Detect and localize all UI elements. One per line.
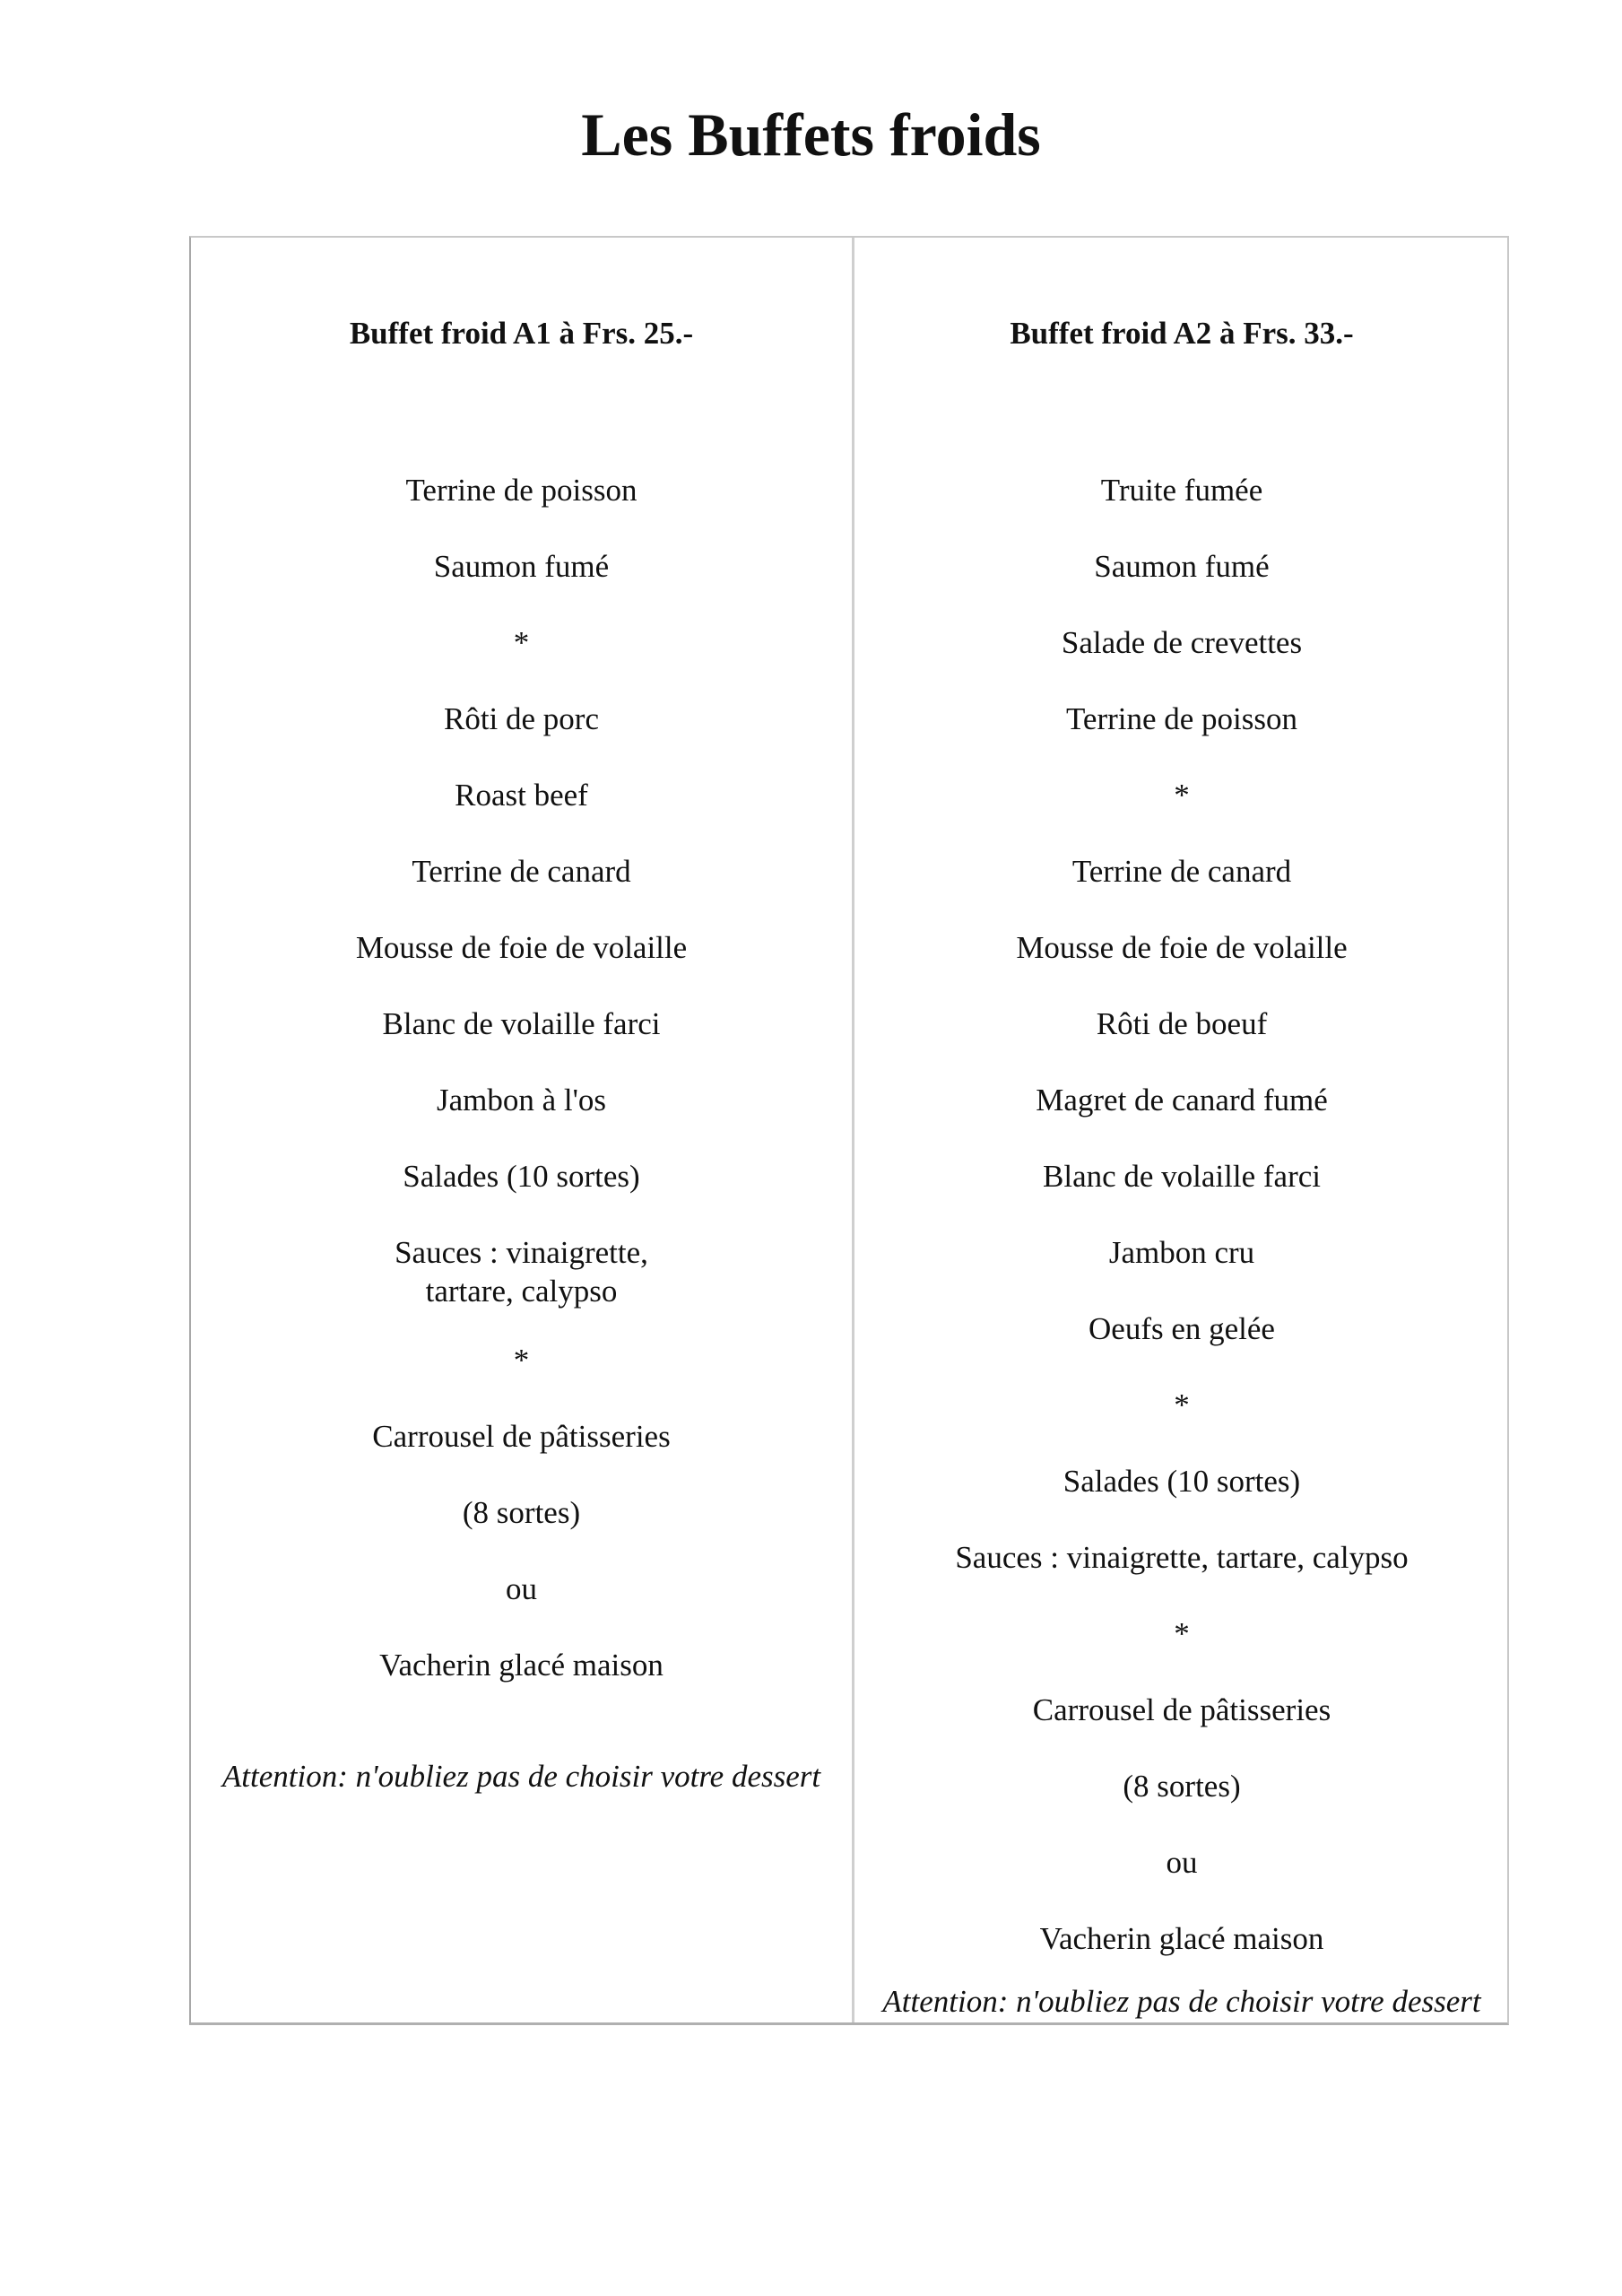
menu-item: Rôti de porc: [443, 701, 600, 736]
menu-item: Jambon à l'os: [436, 1083, 607, 1118]
menu-item: Saumon fumé: [1094, 549, 1270, 584]
dessert-reminder-note: Attention: n'oubliez pas de choisir votre dessert: [221, 1759, 821, 1794]
dessert-reminder-note: Attention: n'oubliez pas de choisir votre dessert: [882, 1984, 1481, 2019]
menu-item: Carrousel de pâtisseries: [372, 1419, 671, 1454]
course-separator: *: [1174, 1616, 1190, 1651]
buffet-heading: Buffet froid A1 à Frs. 25.-: [349, 316, 694, 351]
menu-item: Magret de canard fumé: [1036, 1083, 1328, 1118]
buffet-heading: Buffet froid A2 à Frs. 33.-: [1010, 316, 1354, 351]
menu-item: Jambon cru: [1108, 1235, 1255, 1270]
course-separator: *: [513, 1343, 530, 1378]
menu-item: Rôti de boeuf: [1096, 1006, 1268, 1041]
menu-item: Sauces : vinaigrette, tartare, calypso: [955, 1540, 1409, 1575]
menu-item: Terrine de canard: [412, 854, 631, 889]
page-title: Les Buffets froids: [581, 100, 1041, 169]
course-separator: *: [1174, 1387, 1190, 1422]
menu-item: Salades (10 sortes): [1063, 1464, 1301, 1499]
menu-item: (8 sortes): [1123, 1769, 1241, 1804]
course-separator: *: [513, 625, 530, 660]
buffet-menu-table: [189, 236, 1509, 2025]
buffet-item-list: [191, 471, 852, 1722]
menu-item: Blanc de volaille farci: [1043, 1159, 1321, 1194]
menu-item: Saumon fumé: [433, 549, 610, 584]
menu-item: Mousse de foie de volaille: [1016, 930, 1348, 965]
menu-item: Sauces : vinaigrette, tartare, calypso: [395, 1235, 648, 1309]
menu-item: Oeufs en gelée: [1089, 1311, 1275, 1346]
menu-item: Terrine de poisson: [405, 473, 638, 508]
buffet-item-list: [854, 471, 1509, 1996]
menu-item: Terrine de poisson: [1065, 701, 1298, 736]
menu-item: Salade de crevettes: [1061, 625, 1303, 660]
menu-item: Truite fumée: [1100, 473, 1263, 508]
menu-item: Carrousel de pâtisseries: [1032, 1692, 1331, 1727]
menu-item: (8 sortes): [462, 1495, 581, 1530]
menu-item: Roast beef: [455, 778, 588, 813]
menu-item: Blanc de volaille farci: [382, 1006, 661, 1041]
menu-item: Vacherin glacé maison: [379, 1648, 664, 1683]
menu-item: Vacherin glacé maison: [1039, 1921, 1324, 1956]
menu-item: Salades (10 sortes): [403, 1159, 640, 1194]
menu-item: Mousse de foie de volaille: [355, 930, 688, 965]
menu-item: ou: [506, 1571, 537, 1606]
menu-item: ou: [1166, 1845, 1198, 1880]
menu-item: Terrine de canard: [1071, 854, 1292, 889]
course-separator: *: [1174, 778, 1190, 813]
